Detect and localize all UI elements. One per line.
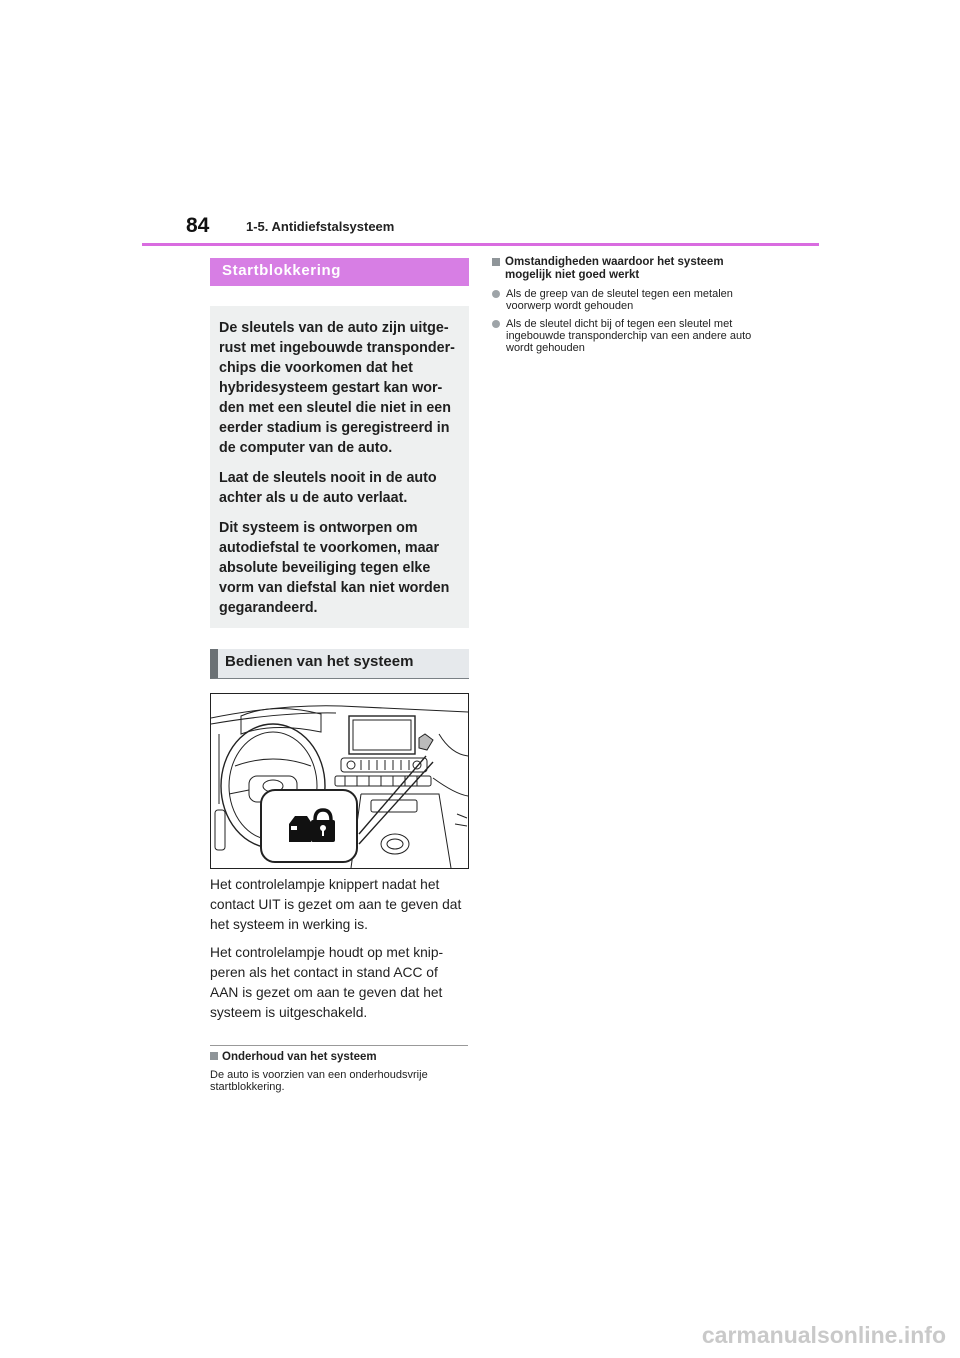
bullet-text: Als de greep van de sleutel tegen een metalen voorwerp wordt gehouden [506,288,733,312]
round-bullet-icon [492,290,500,298]
square-bullet-icon [492,258,500,266]
body-text [210,875,469,1023]
watermark: carmanualsonline.info [701,1322,946,1348]
intro-paragraph: Dit systeem is ontworpen om autodiefstal te voorkomen, maar absolute beveiliging tegen elke vorm van diefstal kan niet worden gegarandeerd. [219,520,450,616]
left-column [210,258,469,1093]
list-item [490,318,760,354]
conditions-heading-text: Omstandigheden waardoor het systeem mogelijk niet goed werkt [505,256,724,281]
startblokkering-banner: Startblokkering [210,258,469,286]
operation-heading: Bedienen van het systeem [210,649,469,679]
maintenance-note-heading [210,1051,469,1063]
body-paragraph: Het controlelampje houdt op met knip-peren als het contact in stand ACC of AAN is gezet om aan te geven dat het systeem is uitgeschakeld. [210,945,444,1020]
list-item [490,288,760,312]
intro-paragraph: Laat de sleutels nooit in de auto achter als u de auto verlaat. [219,470,437,506]
section-title: 1-5. Antidiefstalsysteem [246,219,395,234]
body-paragraph: Het controlelampje knippert nadat het contact UIT is gezet om aan te geven dat het systeem in werking is. [210,877,462,932]
note-divider [210,1045,468,1046]
bullet-text: Als de sleutel dicht bij of tegen een sleutel met ingebouwde transponderchip van een andere auto wordt gehouden [506,318,752,354]
round-bullet-icon [492,320,500,328]
page-number: 84 [186,214,210,237]
dashboard-illustration [210,693,469,869]
note-heading-text: Onderhoud van het systeem [222,1051,377,1063]
conditions-heading [490,256,760,282]
intro-box [210,306,469,628]
maintenance-note-text: De auto is voorzien van een onderhoudsvrije startblokkering. [210,1069,428,1093]
header-divider [142,243,819,246]
right-column [490,256,760,354]
square-bullet-icon [210,1052,218,1060]
intro-paragraph: De sleutels van de auto zijn uitge-rust met ingebouwde transponder-chips die voorkomen dat het hybridesysteem gestart kan wor-den met een sleutel die niet in een eerder stadium is geregistreerd in de computer van de auto. [219,320,455,456]
